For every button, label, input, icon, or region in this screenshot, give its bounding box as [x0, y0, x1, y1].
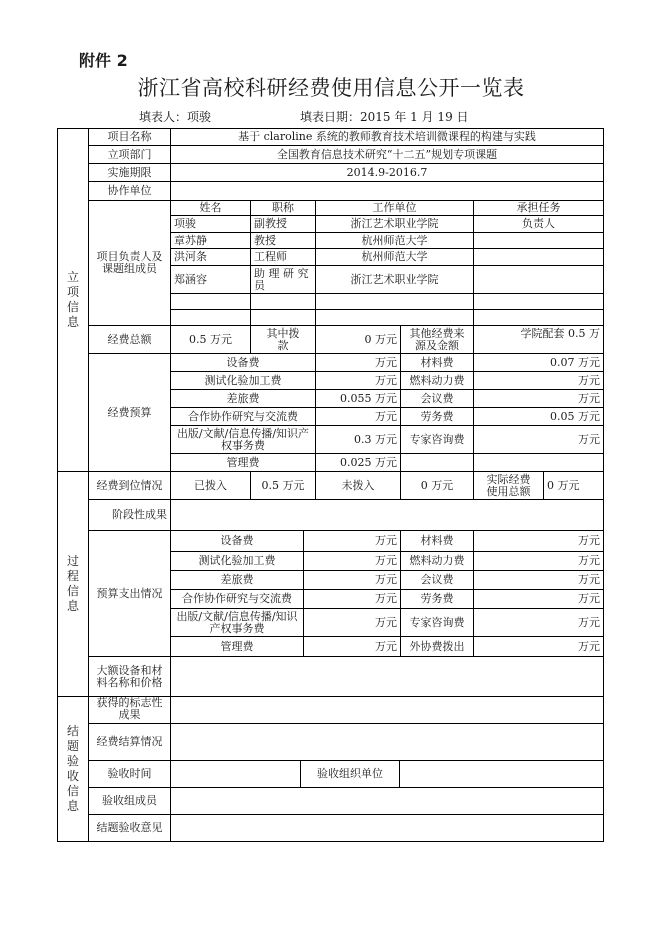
expenditure-item-value: 万元 — [303, 530, 401, 552]
section-char: 过 — [66, 554, 79, 568]
member-task-empty[interactable] — [473, 293, 604, 310]
budget-item-value: 0.05 万元 — [473, 407, 604, 426]
budget-item-value: 万元 — [315, 353, 401, 372]
allocated-value: 0 万元 — [315, 325, 401, 354]
member-unit: 杭州师范大学 — [315, 248, 474, 266]
expenditure-item-label: 外协费拨出 — [400, 636, 474, 657]
acceptance-members-value[interactable] — [170, 787, 604, 815]
budget-item-label: 出版/文献/信息传播/知识产权事务费 — [170, 425, 316, 454]
page-title: 浙江省高校科研经费使用信息公开一览表 — [137, 76, 525, 100]
section-char: 信 — [66, 300, 79, 314]
member-task-empty[interactable] — [473, 309, 604, 326]
filler-label: 填表人：项骏 — [139, 110, 212, 124]
budget-item-value: 万元 — [473, 371, 604, 390]
expenditure-item-label: 材料费 — [400, 530, 474, 552]
expenditure-item-value: 万元 — [303, 589, 401, 609]
expenditure-item-label: 专家咨询费 — [400, 608, 474, 637]
budget-item-value: 0.055 万元 — [315, 389, 401, 408]
budget-item-label: 设备费 — [170, 353, 316, 372]
expenditure-item-label: 出版/文献/信息传播/知识产权事务费 — [170, 608, 304, 637]
expenditure-item-value: 万元 — [473, 589, 604, 609]
large-equipment-label: 大额设备和材料名称和价格 — [88, 656, 171, 697]
acceptance-time-value[interactable] — [170, 760, 301, 788]
members-header-task: 承担任务 — [473, 200, 604, 216]
section-char: 息 — [66, 799, 79, 813]
budget-item-value: 万元 — [473, 389, 604, 408]
expenditure-item-label: 合作协作研究与交流费 — [170, 589, 304, 609]
section-char: 题 — [66, 739, 79, 753]
budget-item-value — [473, 453, 604, 472]
pending-label: 未拨入 — [315, 471, 401, 500]
budget-item-value: 0.07 万元 — [473, 353, 604, 372]
members-label: 项目负责人及课题组成员 — [88, 200, 171, 326]
section-char: 验 — [66, 754, 79, 768]
project-name-label: 项目名称 — [88, 128, 171, 146]
budget-item-label: 差旅费 — [170, 389, 316, 408]
budget-item-label: 会议费 — [400, 389, 474, 408]
member-title: 副教授 — [250, 215, 316, 233]
expenditure-item-label: 会议费 — [400, 570, 474, 590]
dept-value: 全国教育信息技术研究“十二五”规划专项课题 — [170, 145, 604, 164]
budget-item-value: 万元 — [473, 425, 604, 454]
section-char: 息 — [66, 599, 79, 613]
expenditure-label: 预算支出情况 — [88, 530, 171, 657]
acceptance-opinion-label: 结题验收意见 — [88, 814, 171, 842]
section-char: 信 — [66, 784, 79, 798]
arrival-label: 经费到位情况 — [88, 471, 171, 500]
settlement-value[interactable] — [170, 723, 604, 761]
budget-item-label: 管理费 — [170, 453, 316, 472]
used-value: 0 万元 — [543, 471, 604, 500]
budget-item-label: 合作协作研究与交流费 — [170, 407, 316, 426]
expenditure-item-value: 万元 — [473, 636, 604, 657]
budget-label: 经费预算 — [88, 353, 171, 472]
other-funding-value: 学院配套 0.5 万 — [473, 325, 604, 354]
acceptance-org-label: 验收组织单位 — [300, 760, 400, 788]
received-label: 已拨入 — [170, 471, 251, 500]
large-equipment-value[interactable] — [170, 656, 604, 697]
section-acceptance-info — [57, 696, 89, 842]
expenditure-item-label: 劳务费 — [400, 589, 474, 609]
acceptance-members-label: 验收组成员 — [88, 787, 171, 815]
expenditure-item-label: 差旅费 — [170, 570, 304, 590]
expenditure-item-value: 万元 — [473, 551, 604, 571]
attachment-label: 附件 2 — [79, 51, 128, 70]
member-task — [473, 265, 604, 294]
budget-item-label: 劳务费 — [400, 407, 474, 426]
section-char: 收 — [66, 769, 79, 783]
budget-item-value: 万元 — [315, 371, 401, 390]
expenditure-item-label: 设备费 — [170, 530, 304, 552]
member-unit-empty[interactable] — [315, 309, 474, 326]
dept-label: 立项部门 — [88, 145, 171, 164]
member-unit: 浙江艺术职业学院 — [315, 215, 474, 233]
budget-item-value: 万元 — [315, 407, 401, 426]
period-value: 2014.9-2016.7 — [170, 163, 604, 182]
section-char: 立 — [66, 270, 79, 284]
member-name: 洪河条 — [170, 248, 251, 266]
section-char: 结 — [66, 724, 79, 738]
member-title: 工程师 — [250, 248, 316, 266]
member-title: 助 理 研 究 员 — [250, 265, 316, 294]
allocated-label: 其中拨款 — [250, 325, 316, 354]
stage-results-label: 阶段性成果 — [88, 499, 171, 531]
budget-item-value: 0.025 万元 — [315, 453, 401, 472]
date-label: 填表日期：2015 年 1 月 19 日 — [300, 110, 469, 124]
expenditure-item-label: 测试化验加工费 — [170, 551, 304, 571]
expenditure-item-value: 万元 — [303, 551, 401, 571]
coop-label: 协作单位 — [88, 181, 171, 201]
members-header-title: 职称 — [250, 200, 316, 216]
member-name: 郑涵容 — [170, 265, 251, 294]
budget-item-label: 专家咨询费 — [400, 425, 474, 454]
section-char: 息 — [66, 315, 79, 329]
member-name: 项骏 — [170, 215, 251, 233]
period-label: 实施期限 — [88, 163, 171, 182]
expenditure-item-label: 燃料动力费 — [400, 551, 474, 571]
received-value: 0.5 万元 — [250, 471, 316, 500]
member-title: 教授 — [250, 232, 316, 249]
funding-total-value: 0.5 万元 — [170, 325, 251, 354]
budget-item-label: 燃料动力费 — [400, 371, 474, 390]
member-name: 章苏静 — [170, 232, 251, 249]
member-task — [473, 232, 604, 249]
settlement-label: 经费结算情况 — [88, 723, 171, 761]
project-name-value: 基于 claroline 系统的教师教育技术培训微课程的构建与实践 — [170, 128, 604, 146]
budget-item-label: 测试化验加工费 — [170, 371, 316, 390]
results-value[interactable] — [170, 696, 604, 724]
members-header-name: 姓名 — [170, 200, 251, 216]
budget-item-label: 材料费 — [400, 353, 474, 372]
section-project-info — [57, 128, 89, 472]
expenditure-item-value: 万元 — [303, 608, 401, 637]
member-name-empty[interactable] — [170, 309, 251, 326]
section-char: 程 — [66, 569, 79, 583]
other-funding-label: 其他经费来源及金额 — [400, 325, 474, 354]
expenditure-item-value: 万元 — [303, 636, 401, 657]
section-char: 项 — [66, 285, 79, 299]
member-title-empty[interactable] — [250, 293, 316, 310]
acceptance-org-value[interactable] — [399, 760, 604, 788]
expenditure-item-label: 管理费 — [170, 636, 304, 657]
coop-value[interactable] — [170, 181, 604, 201]
section-process-info — [57, 471, 89, 697]
results-label: 获得的标志性成果 — [88, 696, 171, 724]
member-task: 负责人 — [473, 215, 604, 233]
member-unit: 杭州师范大学 — [315, 232, 474, 249]
member-unit-empty[interactable] — [315, 293, 474, 310]
pending-value: 0 万元 — [400, 471, 474, 500]
stage-results-value[interactable] — [170, 499, 604, 531]
used-label: 实际经费使用总额 — [473, 471, 544, 500]
member-name-empty[interactable] — [170, 293, 251, 310]
expenditure-item-value: 万元 — [473, 530, 604, 552]
funding-total-label: 经费总额 — [88, 325, 171, 354]
expenditure-item-value: 万元 — [473, 570, 604, 590]
acceptance-time-label: 验收时间 — [88, 760, 171, 788]
budget-item-label — [400, 453, 474, 472]
member-unit: 浙江艺术职业学院 — [315, 265, 474, 294]
expenditure-item-value: 万元 — [303, 570, 401, 590]
acceptance-opinion-value[interactable] — [170, 814, 604, 842]
budget-item-value: 0.3 万元 — [315, 425, 401, 454]
section-char: 信 — [66, 584, 79, 598]
member-title-empty[interactable] — [250, 309, 316, 326]
member-task — [473, 248, 604, 266]
expenditure-item-value: 万元 — [473, 608, 604, 637]
members-header-unit: 工作单位 — [315, 200, 474, 216]
